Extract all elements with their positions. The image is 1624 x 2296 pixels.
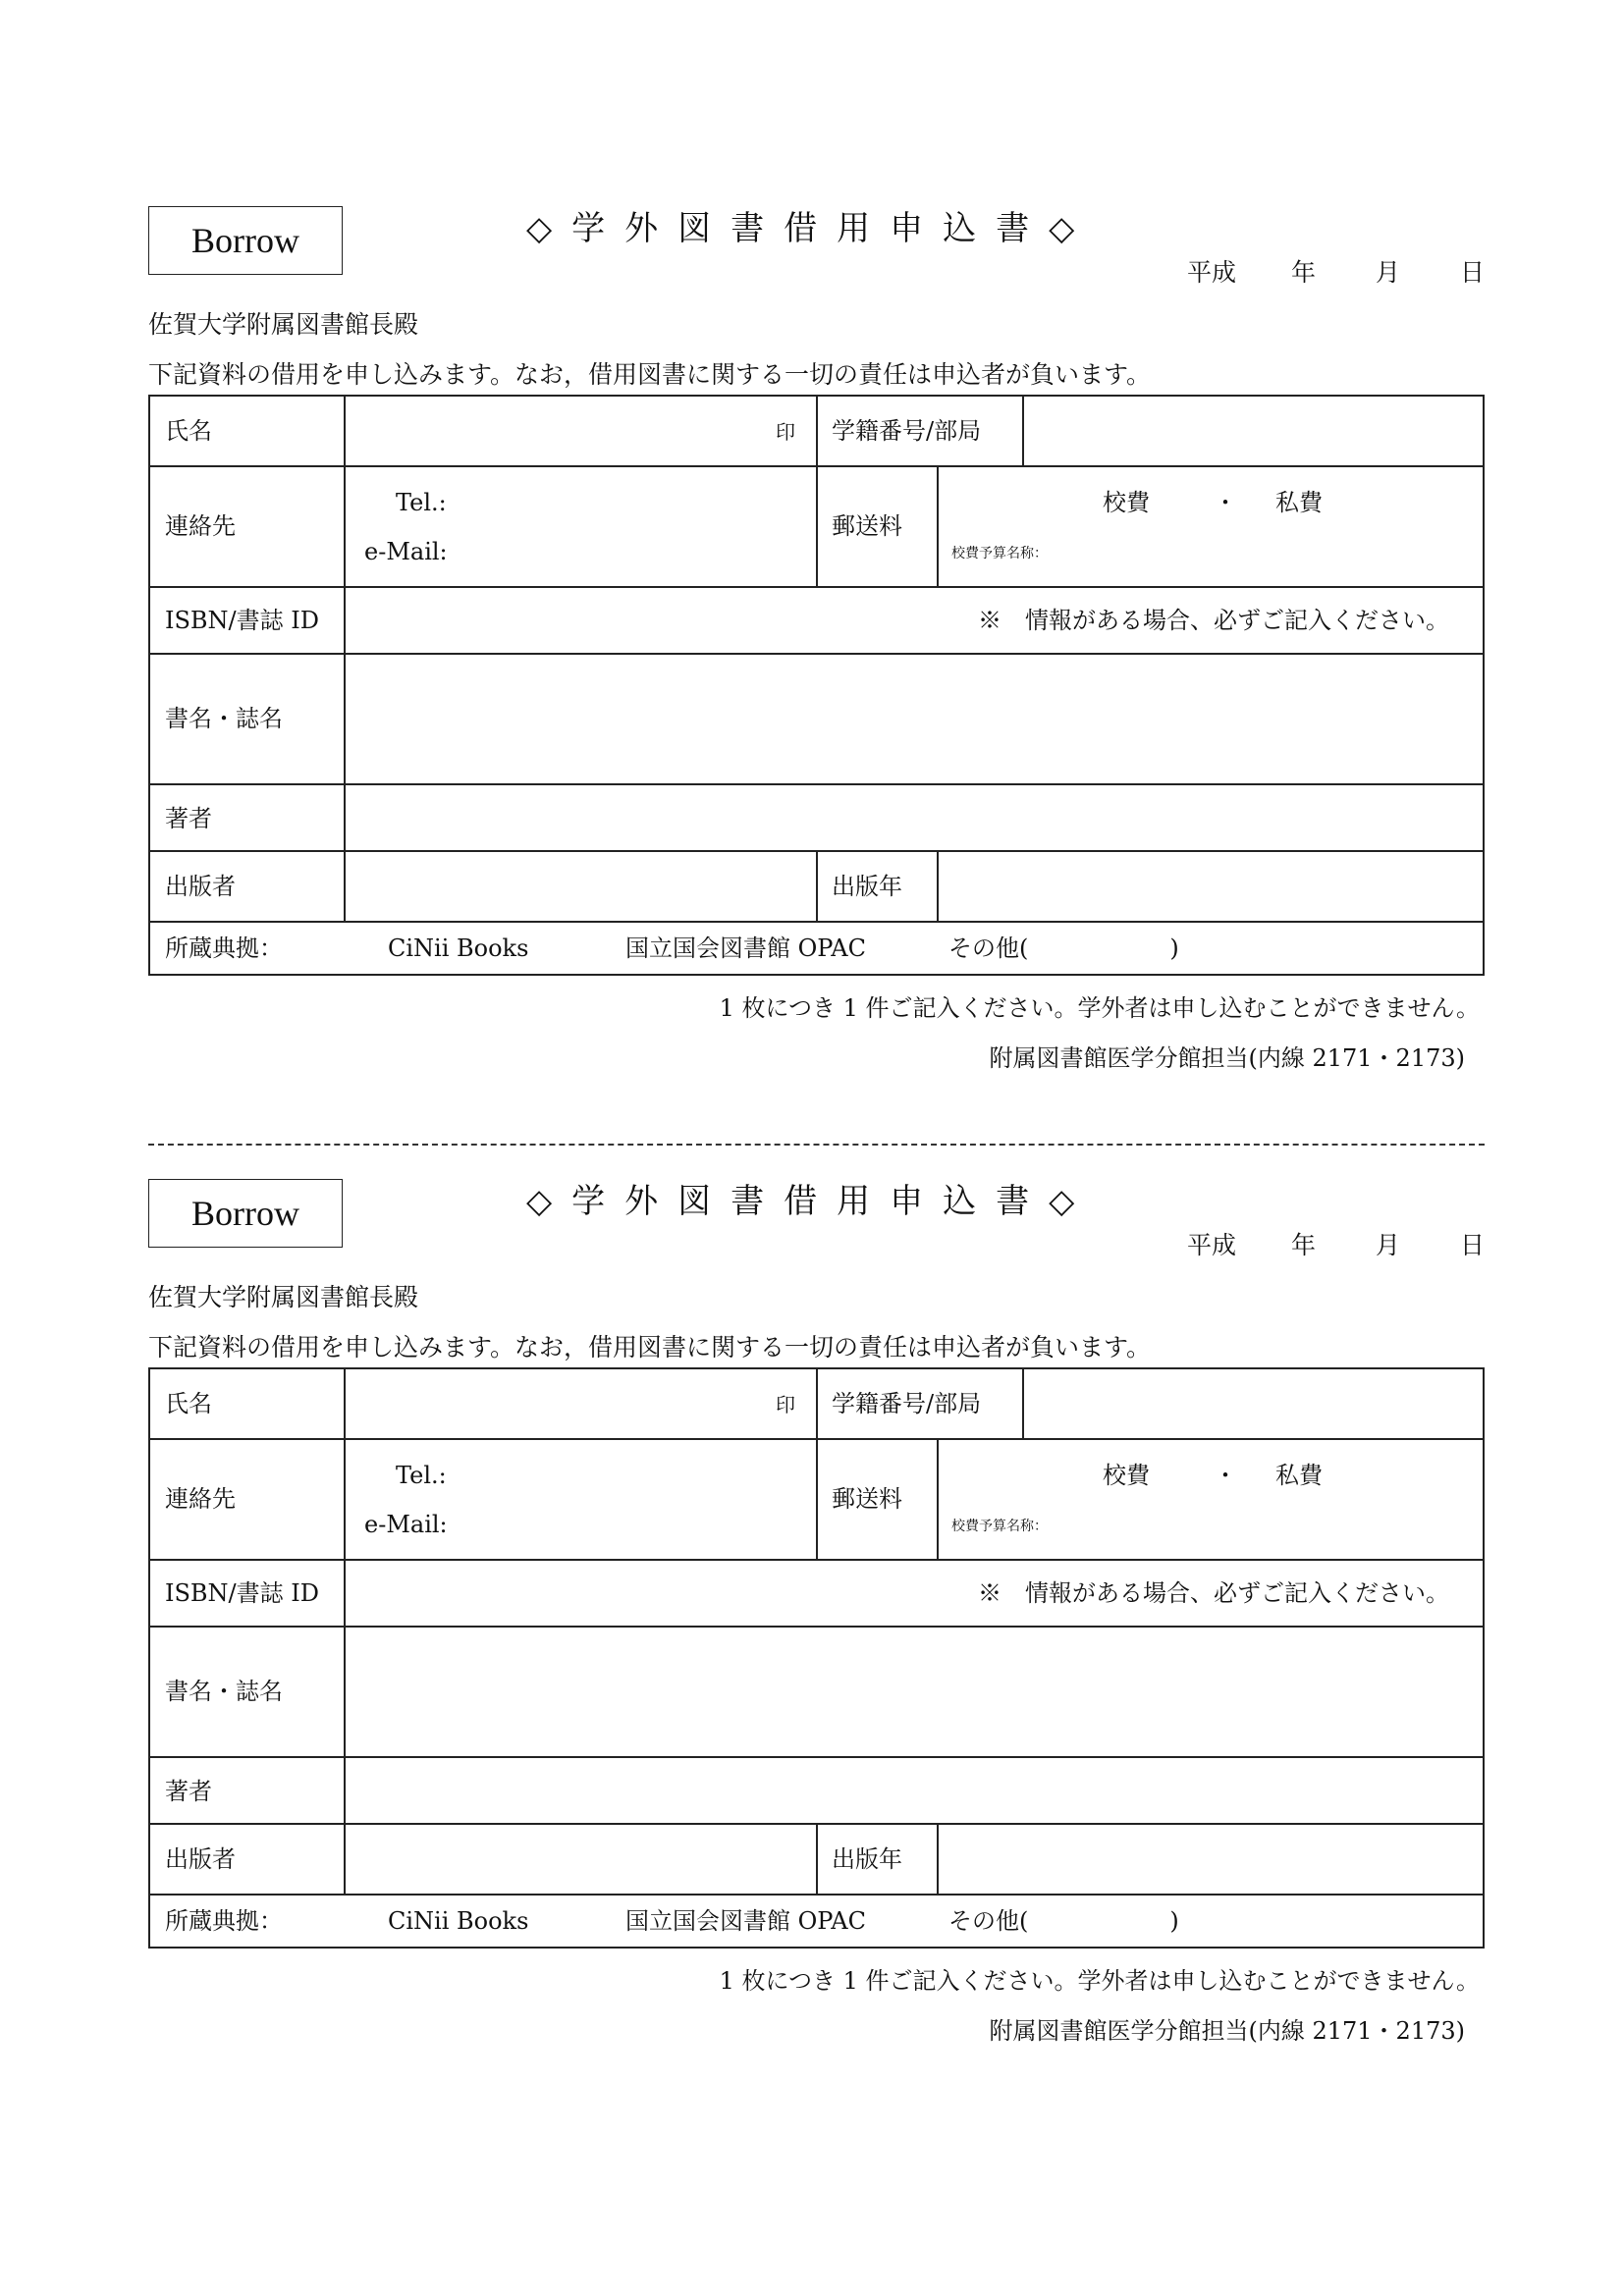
date-month: 月 — [1375, 258, 1400, 287]
publisher-field[interactable] — [346, 1825, 814, 1894]
isbn-label: ISBN/書誌 ID — [165, 1579, 319, 1607]
footer-note: 1 枚につき 1 件ご記入ください。学外者は申し込むことができません。 — [719, 994, 1480, 1022]
date-era: 平成 — [1186, 1231, 1236, 1259]
addressee: 佐賀大学附属図書館長殿 — [148, 1283, 419, 1311]
contact-label: 連絡先 — [165, 1485, 236, 1513]
publisher-label: 出版者 — [165, 1845, 236, 1873]
source-label: 所蔵典拠： — [165, 1907, 283, 1935]
publisher-label: 出版者 — [165, 873, 236, 900]
source-cinii[interactable]: CiNii Books — [388, 1907, 529, 1935]
date-line — [1187, 1226, 1485, 1261]
tel-field[interactable] — [450, 481, 803, 520]
seal-mark: 印 — [776, 420, 795, 444]
date-year: 年 — [1290, 1231, 1316, 1259]
contact-note: 附属図書館医学分館担当(内線 2171・2173) — [989, 1044, 1465, 1072]
source-label: 所蔵典拠： — [165, 934, 283, 962]
student-id-field[interactable] — [1024, 397, 1483, 465]
tel-label: Tel.: — [396, 489, 447, 516]
addressee: 佐賀大学附属図書館長殿 — [148, 310, 419, 339]
postage-label: 郵送料 — [832, 512, 902, 540]
contact-label: 連絡先 — [165, 512, 236, 540]
title-field[interactable] — [346, 655, 1483, 783]
pub-year-label: 出版年 — [832, 873, 902, 900]
pub-year-field[interactable] — [939, 1825, 1483, 1894]
email-field[interactable] — [450, 530, 803, 569]
email-label: e-Mail: — [364, 538, 448, 565]
date-day: 日 — [1459, 1231, 1485, 1259]
name-label: 氏名 — [165, 417, 212, 445]
footer-note: 1 枚につき 1 件ご記入ください。学外者は申し込むことができません。 — [719, 1967, 1480, 1995]
borrow-badge-text: Borrow — [191, 1194, 299, 1233]
isbn-note: ※ 情報がある場合、必ずご記入ください。 — [978, 607, 1449, 634]
postage-school-option[interactable]: 校費 — [1103, 1462, 1150, 1489]
title-field[interactable] — [346, 1628, 1483, 1756]
statement: 下記資料の借用を申し込みます。なお，借用図書に関する一切の責任は申込者が負います。 — [148, 1333, 1152, 1362]
budget-field[interactable] — [1054, 534, 1476, 573]
student-id-field[interactable] — [1024, 1369, 1483, 1438]
name-label: 氏名 — [165, 1390, 212, 1417]
source-other[interactable]: その他( ) — [948, 1907, 1179, 1935]
seal-mark: 印 — [776, 1393, 795, 1416]
isbn-note: ※ 情報がある場合、必ずご記入ください。 — [978, 1579, 1449, 1607]
contact-note: 附属図書館医学分館担当(内線 2171・2173) — [989, 2017, 1465, 2045]
pub-year-field[interactable] — [939, 852, 1483, 921]
request-table — [148, 395, 1485, 976]
postage-school-option[interactable]: 校費 — [1103, 489, 1150, 516]
date-year: 年 — [1290, 258, 1316, 287]
email-field[interactable] — [450, 1503, 803, 1542]
email-label: e-Mail: — [364, 1511, 448, 1538]
publisher-field[interactable] — [346, 852, 814, 921]
isbn-label: ISBN/書誌 ID — [165, 607, 319, 634]
form-title: ◇学外図書借用申込書◇ — [526, 1182, 1095, 1221]
author-field[interactable] — [346, 785, 1483, 850]
name-field[interactable] — [346, 1369, 814, 1438]
pub-year-label: 出版年 — [832, 1845, 902, 1873]
author-field[interactable] — [346, 1758, 1483, 1823]
borrow-badge — [148, 1179, 343, 1248]
budget-field[interactable] — [1054, 1507, 1476, 1546]
date-era: 平成 — [1186, 258, 1236, 287]
tel-field[interactable] — [450, 1454, 803, 1493]
date-day: 日 — [1459, 258, 1485, 287]
statement: 下記資料の借用を申し込みます。なお，借用図書に関する一切の責任は申込者が負います。 — [148, 360, 1152, 389]
form-title: ◇学外図書借用申込書◇ — [526, 209, 1095, 248]
name-field[interactable] — [346, 397, 814, 465]
source-ndl[interactable]: 国立国会図書館 OPAC — [625, 1907, 866, 1935]
postage-private-option[interactable]: 私費 — [1275, 489, 1323, 516]
borrow-badge-text: Borrow — [191, 221, 299, 260]
source-cinii[interactable]: CiNii Books — [388, 934, 529, 962]
source-other[interactable]: その他( ) — [948, 934, 1179, 962]
title-label: 書名・誌名 — [165, 705, 283, 732]
postage-separator: ・ — [1214, 489, 1237, 516]
title-label: 書名・誌名 — [165, 1678, 283, 1705]
borrow-badge — [148, 206, 343, 275]
cut-line — [148, 1144, 1485, 1146]
student-id-label: 学籍番号/部局 — [832, 1390, 982, 1417]
postage-label: 郵送料 — [832, 1485, 902, 1513]
postage-separator: ・ — [1214, 1462, 1237, 1489]
postage-private-option[interactable]: 私費 — [1275, 1462, 1323, 1489]
author-label: 著者 — [165, 1778, 212, 1805]
date-month: 月 — [1375, 1231, 1400, 1259]
date-line — [1187, 253, 1485, 289]
budget-label: 校費予算名称： — [951, 546, 1048, 561]
tel-label: Tel.: — [396, 1462, 447, 1489]
source-ndl[interactable]: 国立国会図書館 OPAC — [625, 934, 866, 962]
request-table — [148, 1367, 1485, 1949]
budget-label: 校費予算名称： — [951, 1519, 1048, 1534]
student-id-label: 学籍番号/部局 — [832, 417, 982, 445]
author-label: 著者 — [165, 805, 212, 832]
